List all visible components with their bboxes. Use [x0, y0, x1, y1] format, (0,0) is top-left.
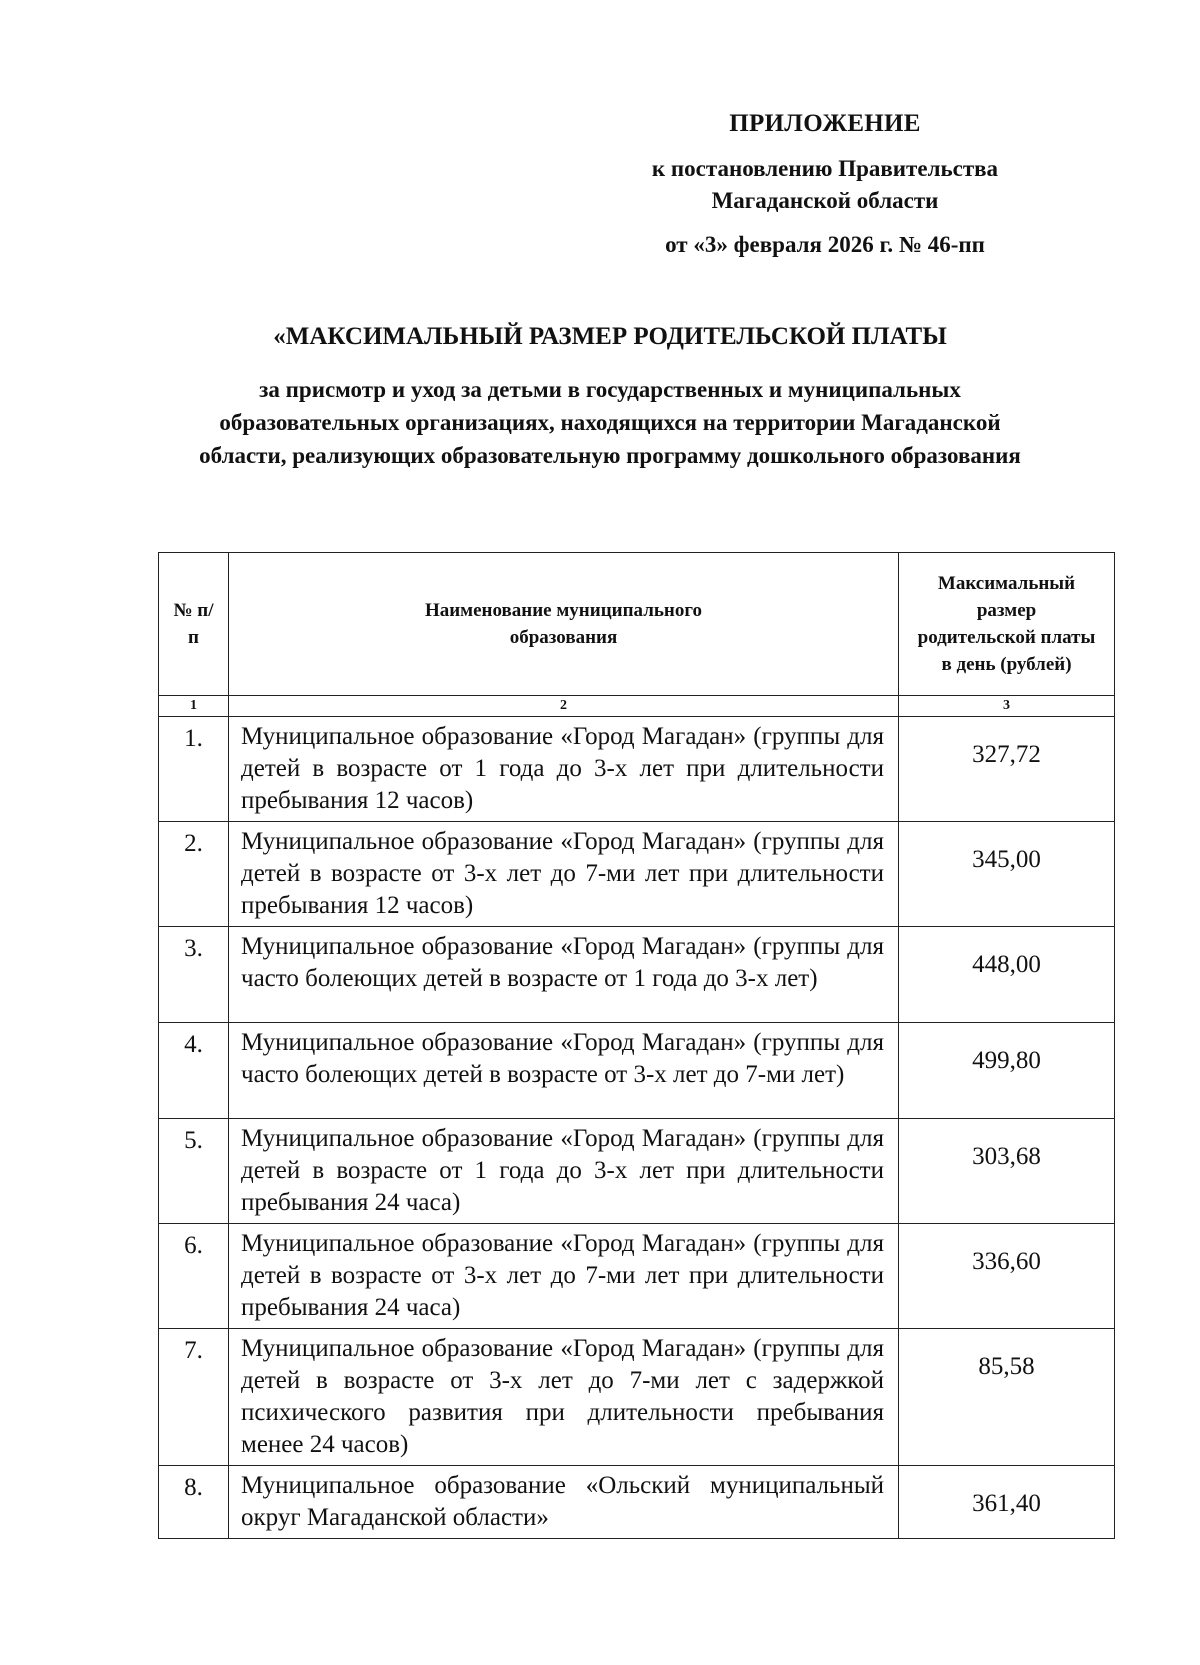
document-title: «МАКСИМАЛЬНЫЙ РАЗМЕР РОДИТЕЛЬСКОЙ ПЛАТЫ	[273, 323, 947, 350]
municipality-name: Муниципальное образование «Город Магадан» (группы для детей в возрасте от 1 года до 3-х лет при длительности пребывания 12 часов)	[229, 717, 899, 822]
row-number: 7.	[159, 1329, 229, 1466]
table-row	[159, 1119, 1115, 1224]
appendix-date-number: от «3» февраля 2026 г. № 46-пп	[665, 232, 985, 257]
header-number: № п/п	[159, 553, 229, 696]
column-index-row	[159, 696, 1115, 717]
row-number: 8.	[159, 1466, 229, 1539]
municipality-name: Муниципальное образование «Город Магадан» (группы для часто болеющих детей в возрасте от 3-х лет до 7-ми лет)	[229, 1023, 899, 1119]
column-index: 3	[899, 696, 1115, 717]
fee-value: 345,00	[899, 822, 1115, 927]
fee-value: 85,58	[899, 1329, 1115, 1466]
row-number: 1.	[159, 717, 229, 822]
table-row	[159, 1224, 1115, 1329]
fee-value: 361,40	[899, 1466, 1115, 1539]
row-number: 3.	[159, 927, 229, 1023]
header-max-fee: Максимальный размер родительской платы в день (рублей)	[899, 553, 1115, 696]
row-number: 6.	[159, 1224, 229, 1329]
table-header-row	[159, 553, 1115, 696]
table-row	[159, 1023, 1115, 1119]
fee-value: 303,68	[899, 1119, 1115, 1224]
fee-value: 448,00	[899, 927, 1115, 1023]
municipality-name: Муниципальное образование «Город Магадан» (группы для детей в возрасте от 3-х лет до 7-ми лет при длительности пребывания 12 часов)	[229, 822, 899, 927]
fee-table	[158, 552, 1115, 1539]
row-number: 5.	[159, 1119, 229, 1224]
column-index: 1	[159, 696, 229, 717]
municipality-name: Муниципальное образование «Город Магадан» (группы для часто болеющих детей в возрасте от 1 года до 3-х лет)	[229, 927, 899, 1023]
appendix-title: ПРИЛОЖЕНИЕ	[729, 110, 921, 137]
table-row	[159, 1466, 1115, 1539]
fee-value: 327,72	[899, 717, 1115, 822]
header-municipality: Наименование муниципального образования	[229, 553, 899, 696]
municipality-name: Муниципальное образование «Город Магадан» (группы для детей в возрасте от 3-х лет до 7-ми лет при длительности пребывания 24 часа)	[229, 1224, 899, 1329]
table-row	[159, 927, 1115, 1023]
column-index: 2	[229, 696, 899, 717]
table-row	[159, 822, 1115, 927]
table-row	[159, 717, 1115, 822]
row-number: 4.	[159, 1023, 229, 1119]
table-row	[159, 1329, 1115, 1466]
row-number: 2.	[159, 822, 229, 927]
municipality-name: Муниципальное образование «Город Магадан» (группы для детей в возрасте от 1 года до 3-х лет при длительности пребывания 24 часа)	[229, 1119, 899, 1224]
fee-value: 336,60	[899, 1224, 1115, 1329]
document-subtitle: за присмотр и уход за детьми в государственных и муниципальных образовательных организациях, находящихся на территории Магаданской области, реализующих образовательную программу дошкольного образования	[199, 377, 1021, 468]
municipality-name: Муниципальное образование «Город Магадан» (группы для детей в возрасте от 3-х лет до 7-ми лет с задержкой психического развития при длительности пребывания менее 24 часов)	[229, 1329, 899, 1466]
appendix-decree-reference: к постановлению Правительства Магаданской области	[651, 156, 999, 213]
municipality-name: Муниципальное образование «Ольский муниципальный округ Магаданской области»	[229, 1466, 899, 1539]
fee-value: 499,80	[899, 1023, 1115, 1119]
